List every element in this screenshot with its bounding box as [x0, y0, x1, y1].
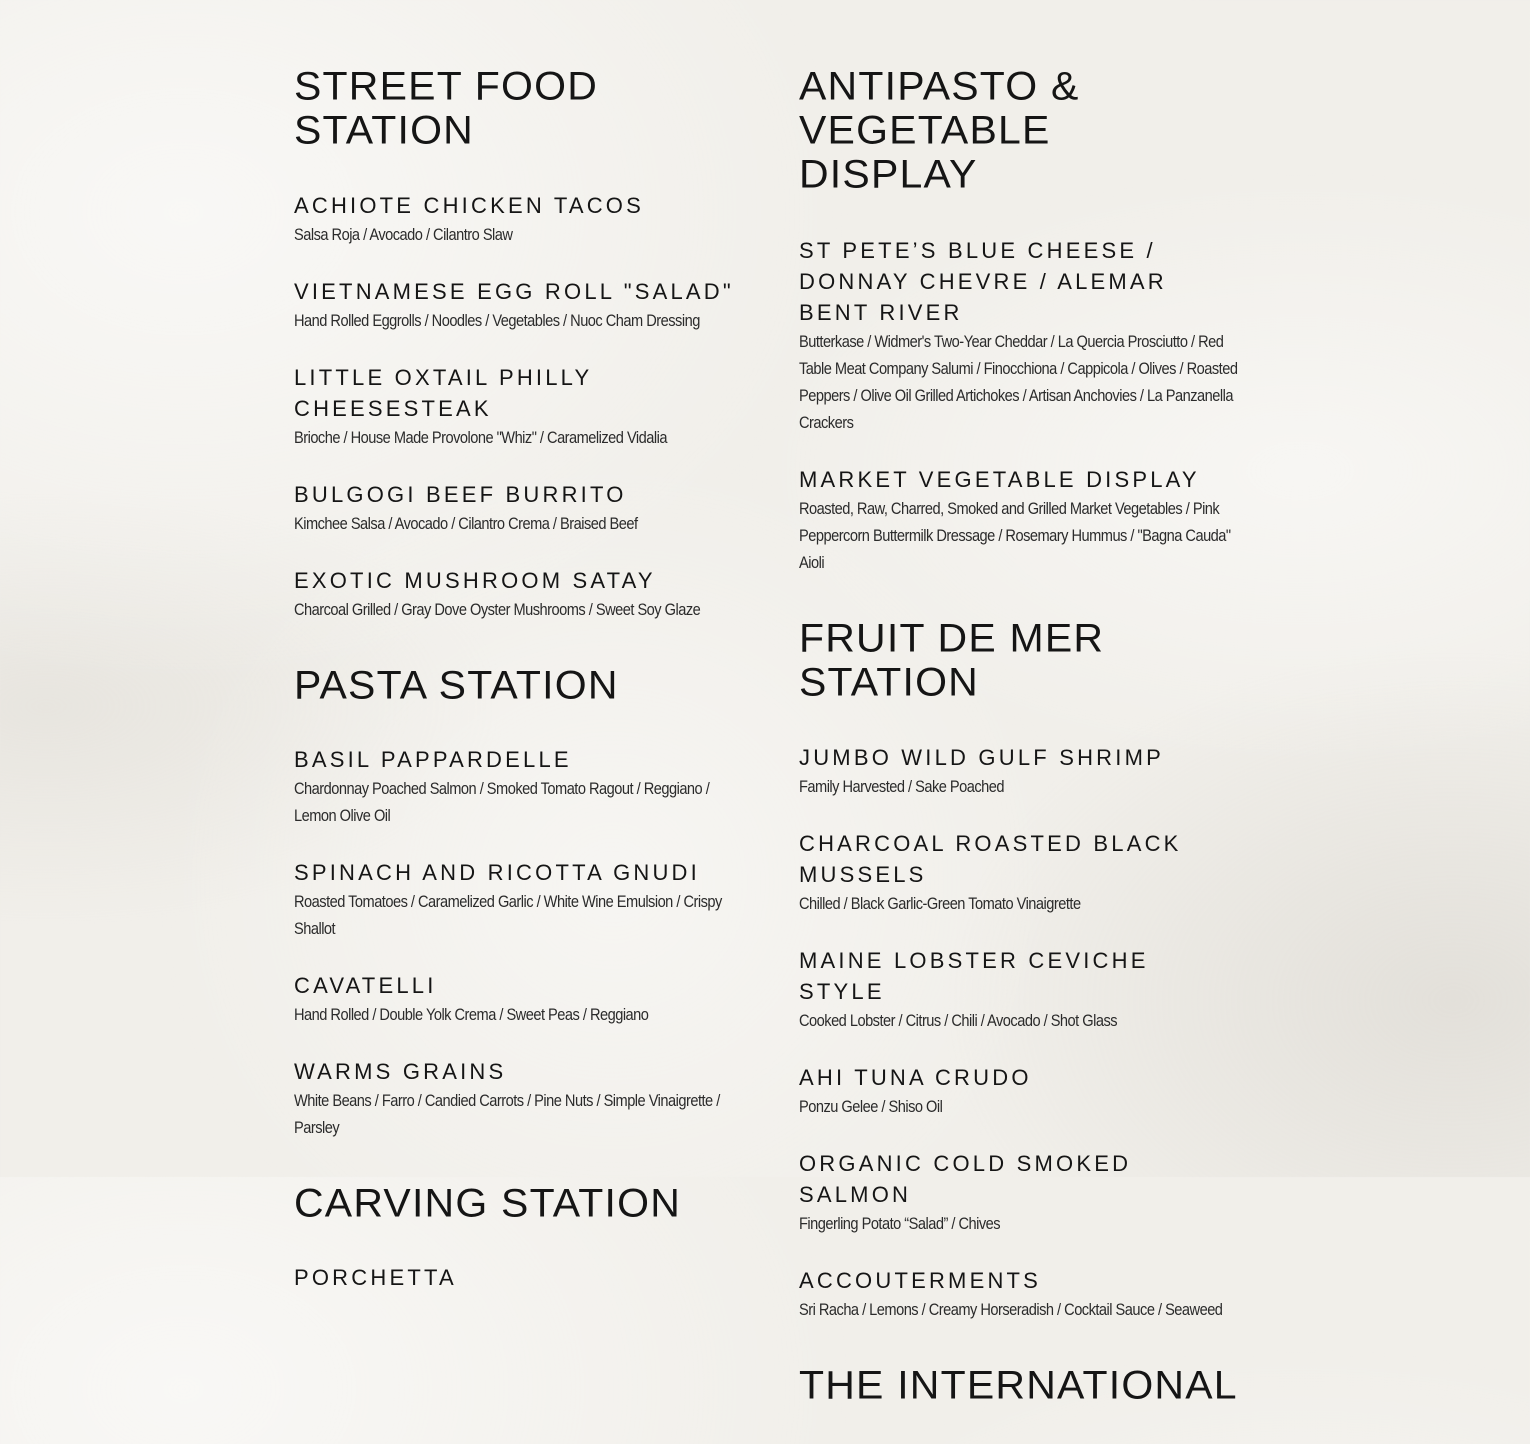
menu-item-name: SPINACH AND RICOTTA GNUDI: [294, 860, 700, 885]
international-station: [799, 1363, 1239, 1408]
menu-item-description: Brioche / House Made Provolone "Whiz" / Caramelized Vidalia: [294, 428, 667, 447]
menu-item-description: Salsa Roja / Avocado / Cilantro Slaw: [294, 225, 513, 244]
menu-item: [294, 744, 734, 829]
menu-item-name: JUMBO WILD GULF SHRIMP: [799, 745, 1164, 770]
carving-station: [294, 1181, 734, 1293]
station-title: STREET FOOD STATION: [294, 63, 599, 153]
menu-item-name: ST PETE’S BLUE CHEESE / DONNAY CHEVRE / ALEMAR BENT RIVER: [799, 238, 1167, 325]
menu-item: [294, 479, 734, 537]
station-title: CARVING STATION: [294, 1180, 682, 1226]
menu-item: [294, 190, 734, 248]
menu-item-description: White Beans / Farro / Candied Carrots / Pine Nuts / Simple Vinaigrette / Parsley: [294, 1091, 720, 1137]
street-food-station: [294, 64, 734, 623]
menu-item-name: AHI TUNA CRUDO: [799, 1065, 1032, 1090]
menu-item-name: ACCOUTERMENTS: [799, 1268, 1042, 1293]
menu-item: [799, 828, 1239, 917]
menu-item-description: Kimchee Salsa / Avocado / Cilantro Crema / Braised Beef: [294, 514, 638, 533]
menu-item-description: Charcoal Grilled / Gray Dove Oyster Mushrooms / Sweet Soy Glaze: [294, 600, 701, 619]
menu-item-name: BASIL PAPPARDELLE: [294, 747, 572, 772]
menu-item: [294, 362, 734, 451]
menu-item-name: VIETNAMESE EGG ROLL "SALAD": [294, 279, 734, 304]
menu-item: [799, 1062, 1239, 1120]
menu-item: [294, 857, 734, 942]
menu-item-name: CAVATELLI: [294, 973, 437, 998]
menu-item-description: Sri Racha / Lemons / Creamy Horseradish / Cocktail Sauce / Seaweed: [799, 1300, 1223, 1319]
menu-item-name: MAINE LOBSTER CEVICHE STYLE: [799, 948, 1149, 1004]
fruit-de-mer-station: [799, 616, 1239, 1323]
menu-item-name: ORGANIC COLD SMOKED SALMON: [799, 1151, 1132, 1207]
menu-item-name: ACHIOTE CHICKEN TACOS: [294, 193, 644, 218]
menu-item-description: Cooked Lobster / Citrus / Chili / Avocado / Shot Glass: [799, 1011, 1118, 1030]
station-title: ANTIPASTO & VEGETABLE DISPLAY: [799, 63, 1080, 197]
menu-item-description: Roasted Tomatoes / Caramelized Garlic / White Wine Emulsion / Crispy Shallot: [294, 892, 722, 938]
menu-item: [294, 276, 734, 334]
menu-item-description: Hand Rolled Eggrolls / Noodles / Vegetables / Nuoc Cham Dressing: [294, 311, 700, 330]
menu-item: [799, 742, 1239, 800]
menu-item-description: Hand Rolled / Double Yolk Crema / Sweet Peas / Reggiano: [294, 1005, 649, 1024]
antipasto-station: [799, 64, 1239, 576]
menu-item: [799, 464, 1239, 576]
menu-item-description: Chilled / Black Garlic-Green Tomato Vinaigrette: [799, 894, 1081, 913]
menu-item-description: Ponzu Gelee / Shiso Oil: [799, 1097, 943, 1116]
menu-item-name: PORCHETTA: [294, 1265, 457, 1290]
menu-item-name: BULGOGI BEEF BURRITO: [294, 482, 627, 507]
menu-item-description: Roasted, Raw, Charred, Smoked and Grilled Market Vegetables / Pink Peppercorn Buttermilk Dressage / Rosemary Hummus / "Bagna Cauda" Aioli: [799, 499, 1231, 572]
menu-item-description: Butterkase / Widmer's Two-Year Cheddar / La Quercia Prosciutto / Red Table Meat Company Salumi / Finocchiona / Cappicola / Olives / Roasted Peppers / Olive Oil Grilled Artichokes / Artisan Anchovies / La Panzanella Crackers: [799, 332, 1238, 432]
menu-item-name: CHARCOAL ROASTED BLACK MUSSELS: [799, 831, 1182, 887]
menu-item: [799, 945, 1239, 1034]
menu-item: [294, 565, 734, 623]
menu-item: [294, 1262, 734, 1293]
menu-item: [799, 1265, 1239, 1323]
menu-item-name: EXOTIC MUSHROOM SATAY: [294, 568, 656, 593]
menu-item: [294, 970, 734, 1028]
station-title: FRUIT DE MER STATION: [799, 615, 1105, 705]
menu-item-name: WARMS GRAINS: [294, 1059, 507, 1084]
pasta-station: [294, 663, 734, 1141]
menu-column-left: [294, 64, 734, 1321]
menu-item-name: MARKET VEGETABLE DISPLAY: [799, 467, 1200, 492]
menu-item: [294, 1056, 734, 1141]
menu-item: [799, 235, 1239, 436]
menu-column-right: [799, 64, 1239, 1444]
station-title: PASTA STATION: [294, 662, 619, 708]
menu-item-description: Chardonnay Poached Salmon / Smoked Tomato Ragout / Reggiano / Lemon Olive Oil: [294, 779, 710, 825]
menu-item: [799, 1148, 1239, 1237]
menu-item-description: Family Harvested / Sake Poached: [799, 777, 1005, 796]
station-title: THE INTERNATIONAL: [799, 1362, 1238, 1408]
menu-item-description: Fingerling Potato “Salad” / Chives: [799, 1214, 1001, 1233]
menu-page: [294, 0, 1238, 1408]
menu-item-name: LITTLE OXTAIL PHILLY CHEESESTEAK: [294, 365, 592, 421]
